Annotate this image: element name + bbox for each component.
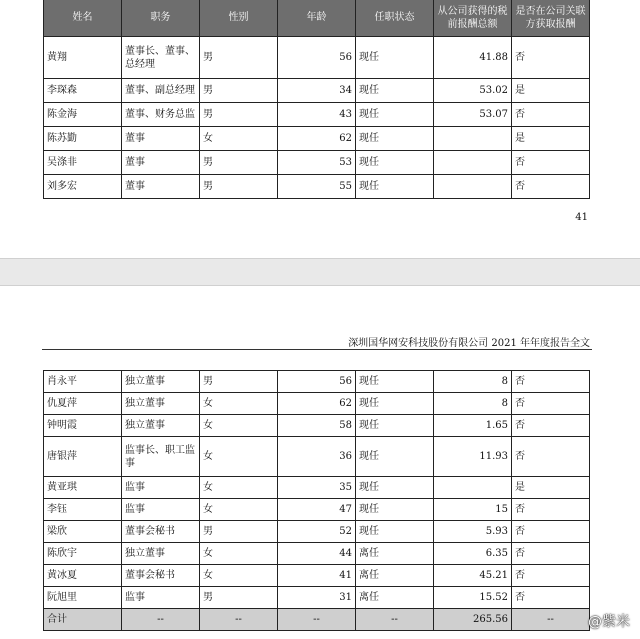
table-row [44,393,590,415]
cell-gender: 女 [200,499,278,521]
cell-name: 李琛森 [44,79,122,103]
cell-related: 否 [512,499,590,521]
cell-related: 否 [512,543,590,565]
header-related-pay: 是否在公司关联方获取报酬 [512,0,590,37]
cell-name: 吴涤非 [44,151,122,175]
table-row [44,543,590,565]
cell-position: 独立董事 [122,393,200,415]
table-row [44,371,590,393]
cell-status: 现任 [356,37,434,79]
cell-age: 35 [278,477,356,499]
cell-position: 董事会秘书 [122,521,200,543]
page-separator [0,258,640,286]
cell-pay: 6.35 [434,543,512,565]
cell-name: 肖永平 [44,371,122,393]
cell-age: 62 [278,393,356,415]
cell-gender: 男 [200,521,278,543]
table-row [44,103,590,127]
cell-position: 独立董事 [122,415,200,437]
cell-status: 离任 [356,565,434,587]
cell-position: 董事会秘书 [122,565,200,587]
cell-status: 现任 [356,79,434,103]
table-row [44,79,590,103]
cell-related: 否 [512,587,590,609]
cell-name: 陈欣宇 [44,543,122,565]
cell-name: 阮旭里 [44,587,122,609]
table-row [44,499,590,521]
total-label: 合计 [44,609,122,631]
cell-position: 监事 [122,587,200,609]
total-gender: -- [200,609,278,631]
cell-pay: 53.07 [434,103,512,127]
cell-age: 58 [278,415,356,437]
cell-gender: 男 [200,371,278,393]
cell-name: 陈金海 [44,103,122,127]
cell-related: 否 [512,37,590,79]
cell-gender: 女 [200,543,278,565]
cell-gender: 女 [200,565,278,587]
cell-gender: 女 [200,415,278,437]
cell-age: 44 [278,543,356,565]
cell-status: 现任 [356,521,434,543]
cell-status: 离任 [356,543,434,565]
cell-position: 独立董事 [122,371,200,393]
cell-related: 否 [512,175,590,199]
cell-gender: 男 [200,175,278,199]
cell-name: 黄翔 [44,37,122,79]
total-age: -- [278,609,356,631]
page-number: 41 [575,212,588,223]
cell-age: 36 [278,437,356,477]
cell-status: 现任 [356,151,434,175]
table-row [44,587,590,609]
header-age: 年龄 [278,0,356,37]
total-status: -- [356,609,434,631]
total-pay: 265.56 [434,609,512,631]
cell-age: 62 [278,127,356,151]
header-position: 职务 [122,0,200,37]
cell-related: 否 [512,103,590,127]
table-row [44,565,590,587]
cell-position: 监事 [122,477,200,499]
cell-status: 现任 [356,437,434,477]
cell-pay: 53.02 [434,79,512,103]
running-header: 深圳国华网安科技股份有限公司 2021 年年度报告全文 [348,338,590,349]
cell-related: 否 [512,565,590,587]
cell-related: 否 [512,415,590,437]
cell-position: 董事、财务总监 [122,103,200,127]
cell-pay: 11.93 [434,437,512,477]
cell-age: 56 [278,371,356,393]
cell-position: 董事 [122,151,200,175]
cell-related: 是 [512,79,590,103]
cell-age: 53 [278,151,356,175]
cell-position: 董事长、董事、总经理 [122,37,200,79]
cell-status: 离任 [356,587,434,609]
cell-gender: 女 [200,437,278,477]
cell-age: 55 [278,175,356,199]
cell-related: 否 [512,437,590,477]
cell-position: 董事、副总经理 [122,79,200,103]
cell-status: 现任 [356,371,434,393]
cell-gender: 女 [200,477,278,499]
header-gender: 性别 [200,0,278,37]
cell-name: 刘多宏 [44,175,122,199]
cell-age: 43 [278,103,356,127]
cell-position: 董事 [122,127,200,151]
cell-gender: 男 [200,79,278,103]
cell-age: 34 [278,79,356,103]
cell-pay: 41.88 [434,37,512,79]
cell-pay [434,151,512,175]
cell-pay: 15.52 [434,587,512,609]
cell-age: 41 [278,565,356,587]
cell-status: 现任 [356,415,434,437]
cell-related: 否 [512,521,590,543]
cell-pay: 1.65 [434,415,512,437]
cell-pay: 15 [434,499,512,521]
cell-related: 是 [512,127,590,151]
cell-position: 独立董事 [122,543,200,565]
cell-pay: 45.21 [434,565,512,587]
compensation-table-part2 [43,370,590,631]
cell-gender: 女 [200,127,278,151]
cell-name: 陈苏勤 [44,127,122,151]
cell-name: 仇夏萍 [44,393,122,415]
cell-name: 黄亚琪 [44,477,122,499]
cell-related: 否 [512,151,590,175]
cell-related: 否 [512,393,590,415]
table-row [44,477,590,499]
cell-pay [434,477,512,499]
cell-age: 31 [278,587,356,609]
cell-age: 56 [278,37,356,79]
cell-pay [434,175,512,199]
table-row [44,437,590,477]
cell-pay: 8 [434,393,512,415]
cell-name: 李钰 [44,499,122,521]
header-status: 任职状态 [356,0,434,37]
cell-age: 47 [278,499,356,521]
cell-pay [434,127,512,151]
table-row [44,151,590,175]
cell-pay: 5.93 [434,521,512,543]
report-page-upper [0,0,640,258]
cell-gender: 女 [200,393,278,415]
cell-position: 监事长、职工监事 [122,437,200,477]
cell-pay: 8 [434,371,512,393]
cell-status: 现任 [356,127,434,151]
header-pretax-pay: 从公司获得的税前报酬总额 [434,0,512,37]
header-rule [42,349,592,350]
compensation-table-part1 [43,0,590,199]
cell-position: 董事 [122,175,200,199]
cell-name: 黄冰夏 [44,565,122,587]
table-row [44,127,590,151]
table-row [44,521,590,543]
total-row [44,609,590,631]
cell-status: 现任 [356,103,434,127]
cell-name: 钟明霞 [44,415,122,437]
cell-gender: 男 [200,103,278,127]
total-position: -- [122,609,200,631]
cell-status: 现任 [356,477,434,499]
cell-name: 唐银萍 [44,437,122,477]
cell-name: 梁欣 [44,521,122,543]
cell-gender: 男 [200,587,278,609]
cell-age: 52 [278,521,356,543]
header-name: 姓名 [44,0,122,37]
cell-related: 是 [512,477,590,499]
cell-position: 监事 [122,499,200,521]
table-header-row [44,0,590,37]
table-row [44,37,590,79]
cell-status: 现任 [356,499,434,521]
total-related: -- [512,609,590,631]
cell-gender: 男 [200,37,278,79]
cell-status: 现任 [356,393,434,415]
table-row [44,415,590,437]
cell-gender: 男 [200,151,278,175]
cell-related: 否 [512,371,590,393]
cell-status: 现任 [356,175,434,199]
watermark-text: @紫米 [588,614,630,630]
table-row [44,175,590,199]
